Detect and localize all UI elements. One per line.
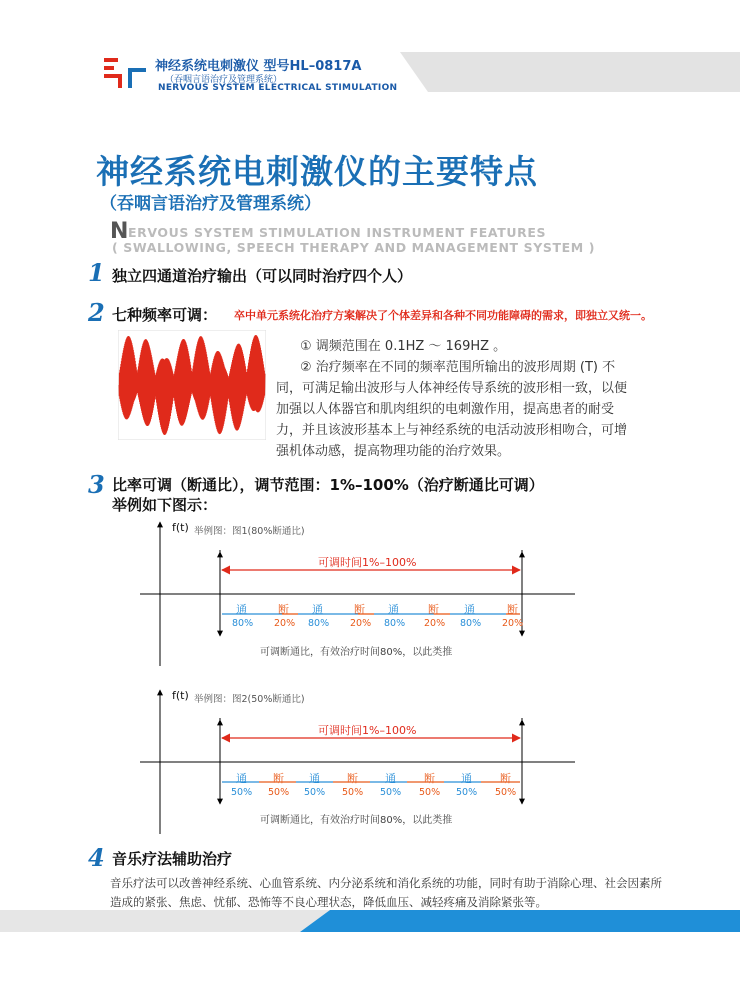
section-2-number: 2 bbox=[88, 298, 105, 327]
diagram-1-on-percent: 80% bbox=[384, 618, 406, 629]
section-4-body: 音乐疗法可以改善神经系统、心血管系统、内分泌系统和消化系统的功能，同时有助于消除心理、社会因素所造成的紧张、焦虑、忧郁、恐怖等不良心理状态，降低血压、减轻疼痛及消除紧张等。 bbox=[110, 876, 662, 909]
section-4-number: 4 bbox=[88, 843, 105, 872]
english-title-line2: ( SWALLOWING, SPEECH THERAPY AND MANAGEMENT SYSTEM ) bbox=[112, 240, 596, 255]
section-1-title: 独立四通道治疗输出（可以同时治疗四个人） bbox=[112, 267, 413, 285]
diagram-1-on-label: 通 bbox=[464, 603, 475, 616]
header-english-title: NERVOUS SYSTEM ELECTRICAL STIMULATION bbox=[158, 83, 398, 93]
diagram-2-off-label: 断 bbox=[273, 772, 284, 785]
diagram-1-on-label: 通 bbox=[312, 603, 323, 616]
diagram-1-off-percent: 20% bbox=[350, 618, 372, 629]
section-2-point2-line2: 同，可满足输出波形与人体神经传导系统的波形相一致，以便 bbox=[276, 381, 628, 396]
section-3-subtitle: 举例如下图示： bbox=[112, 496, 218, 514]
section-2-point2-line4: 力，并且该波形基本上与神经系统的电活动波形相吻合，可增 bbox=[276, 423, 628, 438]
section-4-title: 音乐疗法辅助治疗 bbox=[112, 850, 233, 868]
diagram-1-range-label: 可调时间1%–100% bbox=[318, 556, 417, 569]
diagram-1-off-label: 断 bbox=[428, 603, 439, 616]
page-title: 神经系统电刺激仪的主要特点 bbox=[96, 152, 538, 191]
diagram-1-axis-label: f(t) bbox=[172, 521, 189, 534]
diagram-1-on-label: 通 bbox=[236, 603, 247, 616]
diagram-2-off-percent: 50% bbox=[495, 787, 517, 798]
diagram-1-off-percent: 20% bbox=[424, 618, 446, 629]
diagram-1-off-percent: 20% bbox=[502, 618, 524, 629]
diagram-2-range-label: 可调时间1%–100% bbox=[318, 724, 417, 737]
section-1-number: 1 bbox=[88, 258, 105, 287]
diagram-1-on-percent: 80% bbox=[460, 618, 482, 629]
diagram-1-on-label: 通 bbox=[388, 603, 399, 616]
diagram-1-on-percent: 80% bbox=[308, 618, 330, 629]
diagram-1-on-percent: 80% bbox=[232, 618, 254, 629]
header-band bbox=[400, 52, 740, 92]
diagram-2-on-percent: 50% bbox=[304, 787, 326, 798]
diagram-2-on-label: 通 bbox=[461, 772, 472, 785]
footer-band bbox=[0, 910, 740, 932]
diagram-2-note: 可调断通比，有效治疗时间80%，以此类推 bbox=[260, 815, 453, 826]
diagram-2-off-percent: 50% bbox=[342, 787, 364, 798]
section-2-point2-line3: 加强以人体器官和肌肉组织的电刺激作用，提高患者的耐受 bbox=[276, 402, 615, 417]
diagram-2-off-label: 断 bbox=[424, 772, 435, 785]
diagram-1-off-label: 断 bbox=[278, 603, 289, 616]
diagram-2-axis-label: f(t) bbox=[172, 689, 189, 702]
section-2-title: 七种频率可调： bbox=[112, 306, 218, 324]
diagram-1-note: 可调断通比，有效治疗时间80%，以此类推 bbox=[260, 647, 453, 658]
header-title: 神经系统电刺激仪 型号HL–0817A bbox=[155, 59, 362, 74]
diagram-1-off-percent: 20% bbox=[274, 618, 296, 629]
diagram-2-off-percent: 50% bbox=[419, 787, 441, 798]
diagram-1-off-label: 断 bbox=[354, 603, 365, 616]
diagram-2-on-label: 通 bbox=[236, 772, 247, 785]
section-2-point2-line5: 强机体动感，提高物理功能的治疗效果。 bbox=[276, 444, 511, 459]
diagram-2-off-label: 断 bbox=[347, 772, 358, 785]
english-title-line1: ERVOUS SYSTEM STIMULATION INSTRUMENT FEATURES bbox=[128, 225, 547, 240]
diagram-2-caption: 举例图：图2(50%断通比) bbox=[194, 694, 305, 705]
english-title-initial: N bbox=[110, 219, 129, 244]
diagram-2-on-label: 通 bbox=[385, 772, 396, 785]
section-2-highlight: 卒中单元系统化治疗方案解决了个体差异和各种不同功能障碍的需求，即独立又统一。 bbox=[234, 309, 652, 322]
section-3-number: 3 bbox=[88, 470, 105, 499]
frequency-waveform-image bbox=[118, 330, 266, 440]
section-2-point1: ① 调频范围在 0.1HZ ～ 169HZ 。 bbox=[300, 339, 507, 354]
diagram-2-off-label: 断 bbox=[500, 772, 511, 785]
company-logo bbox=[104, 58, 150, 90]
section-3-title: 比率可调（断通比），调节范围：1%–100%（治疗断通比可调） bbox=[112, 476, 544, 494]
diagram-2-on-percent: 50% bbox=[231, 787, 253, 798]
diagram-1-caption: 举例图：图1(80%断通比) bbox=[194, 526, 305, 537]
header-subtitle: （吞咽言语治疗及管理系统） bbox=[165, 75, 283, 85]
diagram-2-on-percent: 50% bbox=[380, 787, 402, 798]
page-subtitle: （吞咽言语治疗及管理系统） bbox=[100, 194, 321, 214]
diagram-2-off-percent: 50% bbox=[268, 787, 290, 798]
diagram-1-off-label: 断 bbox=[507, 603, 518, 616]
diagram-2-on-label: 通 bbox=[309, 772, 320, 785]
diagram-2-on-percent: 50% bbox=[456, 787, 478, 798]
section-2-point2-line1: ② 治疗频率在不同的频率范围所输出的波形周期 (T) 不 bbox=[300, 360, 616, 375]
